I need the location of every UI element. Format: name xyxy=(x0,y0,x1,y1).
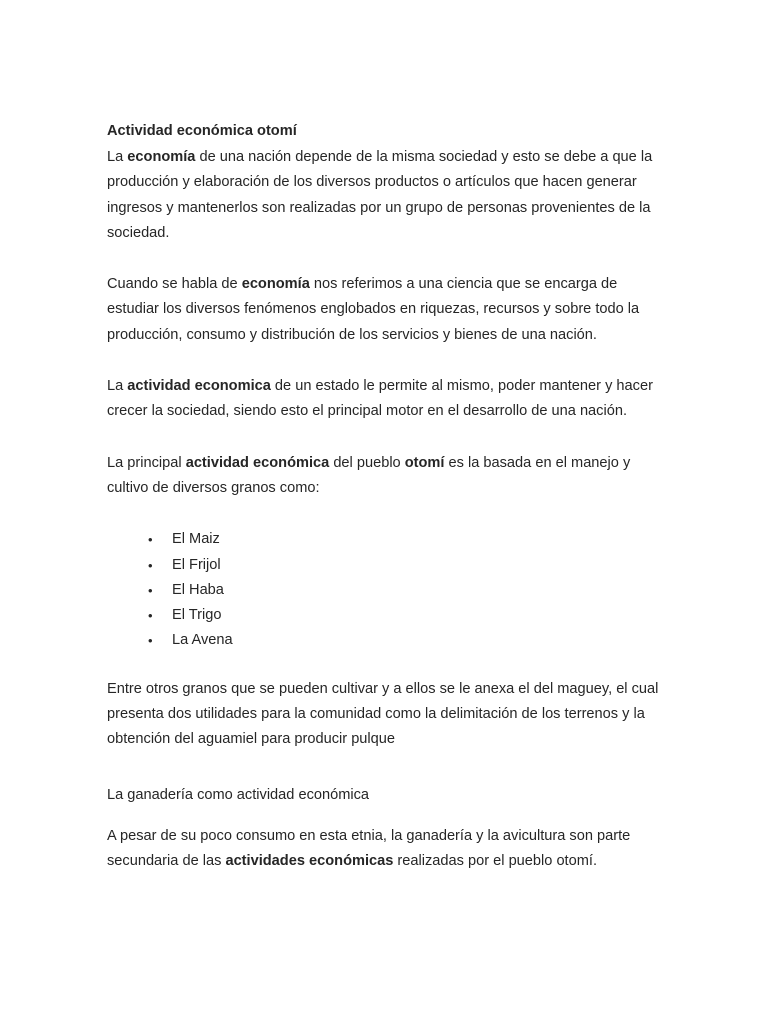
paragraph-text: de un estado le permite al mismo, poder mantener y hacer crecer la sociedad, siendo esto el principal motor en el desarrollo de una nación. xyxy=(107,378,653,420)
paragraph-text: es la basada en el manejo y cultivo de diversos granos como: xyxy=(107,454,631,496)
bold-term: otomí xyxy=(404,454,445,471)
list-item-label: El Maiz xyxy=(172,531,220,548)
paragraph-text: La principal xyxy=(107,454,186,471)
list-item xyxy=(107,628,667,653)
list-item-label: El Haba xyxy=(172,581,224,598)
paragraph-text: del pueblo xyxy=(329,454,405,471)
list-item-label: El Frijol xyxy=(172,556,221,573)
section-subheading: La ganadería como actividad económica xyxy=(107,786,370,803)
paragraph-text: nos referimos a una ciencia que se encarga de estudiar los diversos fenómenos englobados en riquezas, recursos y sobre todo la producción, consumo y distribución de los servicios y bienes de una nación. xyxy=(107,276,640,343)
paragraph-text: La xyxy=(107,149,128,165)
paragraph-livestock xyxy=(107,824,667,875)
paragraph-text: Cuando se habla de xyxy=(107,276,242,293)
list-item-label: La Avena xyxy=(172,632,233,649)
bold-term: actividades económicas xyxy=(225,853,394,870)
list-item xyxy=(107,553,667,578)
paragraph-economic-activity xyxy=(107,374,667,425)
bullet-icon: • xyxy=(148,608,153,624)
grains-list xyxy=(107,527,667,653)
paragraph-other-grains: Entre otros granos que se pueden cultivar y a ellos se le anexa el del maguey, el cual presenta dos utilidades para la comunidad como la delimitación de los terrenos y la obtención del aguamiel para producir pulque xyxy=(107,680,659,748)
paragraph-text: La xyxy=(107,378,128,395)
paragraph-economy-intro xyxy=(107,145,667,246)
list-item xyxy=(107,578,667,603)
bullet-icon: • xyxy=(148,633,153,649)
bold-term: actividad economica xyxy=(127,378,271,395)
paragraph-text: A pesar de su poco consumo en esta etnia, la ganadería y la avicultura son parte secundaria de las xyxy=(107,827,631,870)
bullet-icon: • xyxy=(148,582,153,598)
section-spacer xyxy=(107,753,667,783)
bold-term: actividad económica xyxy=(185,454,330,471)
bold-term: economía xyxy=(127,149,196,165)
paragraph-economy-definition xyxy=(107,272,667,348)
list-item-label: El Trigo xyxy=(172,607,222,624)
document-page xyxy=(107,121,667,875)
paragraph-text: de una nación depende de la misma sociedad y esto se debe a que la producción y elaboración de los diversos productos o artículos que hacen generar ingresos y mantenerlos son realizadas por un grupo de personas provenientes de la sociedad. xyxy=(107,149,653,241)
list-item xyxy=(107,603,667,628)
bullet-icon: • xyxy=(148,532,153,548)
page-title: Actividad económica otomí xyxy=(107,123,297,139)
list-item xyxy=(107,527,667,552)
bullet-icon: • xyxy=(148,557,153,573)
paragraph-text: realizadas por el pueblo otomí. xyxy=(393,853,597,870)
paragraph-otomi-activity xyxy=(107,451,667,502)
bold-term: economía xyxy=(241,276,310,293)
